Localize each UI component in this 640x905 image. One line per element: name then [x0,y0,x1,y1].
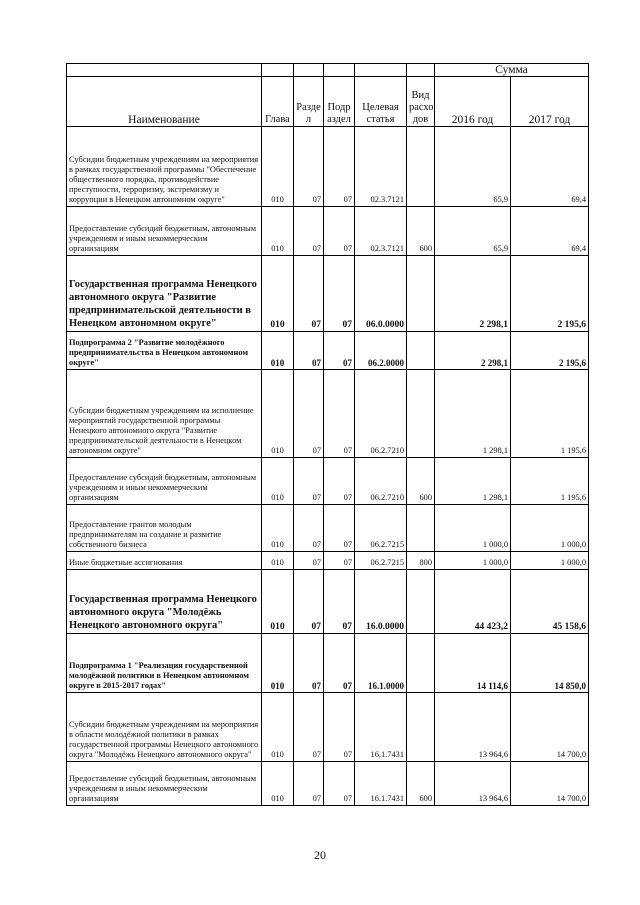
row-subsection: 07 [324,505,355,552]
row-chapter: 010 [262,458,294,505]
target-article-column-header: Целевая статья [355,77,407,127]
table-row [67,762,589,806]
row-expense-type: 600 [407,762,435,806]
row-section: 07 [294,458,324,505]
row-article: 16.1.0000 [355,634,407,693]
row-expense-type [407,505,435,552]
table-row [67,127,589,207]
row-expense-type: 800 [407,552,435,570]
row-section: 07 [294,505,324,552]
name-column-header: Наименование [67,77,262,127]
row-name: Субсидии бюджетным учреждениям на мероприятия в области молодёжной политики в рамках государственной программы Ненецкого автономного округа "Молодёжь Ненецкого автономного округа" [67,693,262,762]
row-article: 06.2.0000 [355,332,407,370]
row-2016: 13 964,6 [435,693,511,762]
row-name: Субсидии бюджетным учреждениям на исполнение мероприятий государственной программы Ненецкого автономного округа "Развитие предпринимательской деятельности в Ненецком автономном округе" [67,370,262,458]
row-article: 06.0.0000 [355,256,407,332]
row-2017: 14 700,0 [511,762,589,806]
row-expense-type [407,127,435,207]
row-name: Иные бюджетные ассигнования [67,552,262,570]
row-subsection: 07 [324,634,355,693]
row-section: 07 [294,256,324,332]
row-section: 07 [294,127,324,207]
row-chapter: 010 [262,505,294,552]
row-2017: 2 195,6 [511,256,589,332]
row-expense-type [407,256,435,332]
row-2016: 14 114,6 [435,634,511,693]
row-subsection: 07 [324,332,355,370]
row-2016: 1 000,0 [435,552,511,570]
row-chapter: 010 [262,127,294,207]
header-blank-cell [324,64,355,77]
row-article: 06.2.7210 [355,370,407,458]
header-blank-cell [355,64,407,77]
row-expense-type [407,370,435,458]
row-chapter: 010 [262,570,294,634]
row-chapter: 010 [262,634,294,693]
row-2016: 65,9 [435,207,511,256]
row-chapter: 010 [262,332,294,370]
row-subsection: 07 [324,256,355,332]
row-expense-type [407,570,435,634]
section-column-header: Разде л [294,77,324,127]
row-2016: 2 298,1 [435,256,511,332]
row-2016: 13 964,6 [435,762,511,806]
table-row [67,370,589,458]
row-2017: 69,4 [511,127,589,207]
chapter-column-header: Глава [262,77,294,127]
row-chapter: 010 [262,370,294,458]
header-blank-cell [294,64,324,77]
row-section: 07 [294,762,324,806]
row-article: 02.3.7121 [355,207,407,256]
table-row [67,693,589,762]
expense-type-column-header: Вид расхо дов [407,77,435,127]
row-subsection: 07 [324,570,355,634]
row-2017: 14 700,0 [511,693,589,762]
row-subsection: 07 [324,370,355,458]
header-blank-cell [67,64,262,77]
row-section: 07 [294,693,324,762]
row-chapter: 010 [262,256,294,332]
table-row [67,458,589,505]
table-row [67,634,589,693]
table-row [67,332,589,370]
row-article: 06.2.7215 [355,505,407,552]
row-article: 16.0.0000 [355,570,407,634]
row-2017: 1 000,0 [511,552,589,570]
row-name: Предоставление субсидий бюджетным, автономным учреждениям и иным некоммерческим организациям [67,207,262,256]
row-2017: 45 158,6 [511,570,589,634]
row-section: 07 [294,570,324,634]
row-name: Подпрограмма 2 "Развитие молодёжного предпринимательства в Ненецком автономном округе" [67,332,262,370]
row-section: 07 [294,634,324,693]
row-name: Предоставление грантов молодым предпринимателям на создание и развитие собственного бизнеса [67,505,262,552]
table-row [67,552,589,570]
budget-table [66,63,589,806]
row-chapter: 010 [262,207,294,256]
row-2016: 44 423,2 [435,570,511,634]
page-number: 20 [314,848,326,862]
row-2016: 65,9 [435,127,511,207]
row-subsection: 07 [324,458,355,505]
row-article: 16.1.7431 [355,693,407,762]
year-2017-column-header: 2017 год [511,77,589,127]
row-chapter: 010 [262,693,294,762]
row-expense-type [407,332,435,370]
year-2016-column-header: 2016 год [435,77,511,127]
row-name: Субсидии бюджетным учреждениям на мероприятия в рамках государственной программы "Обеспечение общественного порядка, противодействие преступности, терроризму, экстремизму и коррупции в Ненецком автономном округе" [67,127,262,207]
row-name: Предоставление субсидий бюджетным, автономным учреждениям и иным некоммерческим организациям [67,458,262,505]
sum-group-header: Сумма [435,64,589,77]
row-article: 06.2.7210 [355,458,407,505]
header-blank-cell [262,64,294,77]
row-subsection: 07 [324,693,355,762]
row-section: 07 [294,207,324,256]
row-2017: 1 195,6 [511,458,589,505]
row-chapter: 010 [262,552,294,570]
row-chapter: 010 [262,762,294,806]
row-name: Подпрограмма 1 "Реализация государственной молодёжной политики в Ненецком автономном округе в 2015-2017 годах" [67,634,262,693]
row-name: Предоставление субсидий бюджетным, автономным учреждениям и иным некоммерческим организациям [67,762,262,806]
row-2016: 2 298,1 [435,332,511,370]
row-2017: 69,4 [511,207,589,256]
table-row [67,570,589,634]
row-expense-type [407,693,435,762]
header-blank-cell [407,64,435,77]
row-2017: 1 000,0 [511,505,589,552]
row-2017: 14 850,0 [511,634,589,693]
row-name: Государственная программа Ненецкого автономного округа "Развитие предпринимательской деятельности в Ненецком автономном округе" [67,256,262,332]
table-row [67,207,589,256]
row-section: 07 [294,370,324,458]
row-subsection: 07 [324,762,355,806]
row-article: 02.3.7121 [355,127,407,207]
row-subsection: 07 [324,552,355,570]
row-name: Государственная программа Ненецкого автономного округа "Молодёжь Ненецкого автономного округа" [67,570,262,634]
row-2017: 1 195,6 [511,370,589,458]
table-row [67,256,589,332]
row-expense-type [407,634,435,693]
row-section: 07 [294,552,324,570]
row-subsection: 07 [324,127,355,207]
row-2017: 2 195,6 [511,332,589,370]
header-row [67,77,589,127]
header-row-top [67,64,589,77]
row-expense-type: 600 [407,458,435,505]
row-expense-type: 600 [407,207,435,256]
row-section: 07 [294,332,324,370]
row-subsection: 07 [324,207,355,256]
table-row [67,505,589,552]
row-article: 06.2.7215 [355,552,407,570]
row-2016: 1 000,0 [435,505,511,552]
row-2016: 1 298,1 [435,370,511,458]
subsection-column-header: Подр аздел [324,77,355,127]
row-article: 16.1.7431 [355,762,407,806]
row-2016: 1 298,1 [435,458,511,505]
